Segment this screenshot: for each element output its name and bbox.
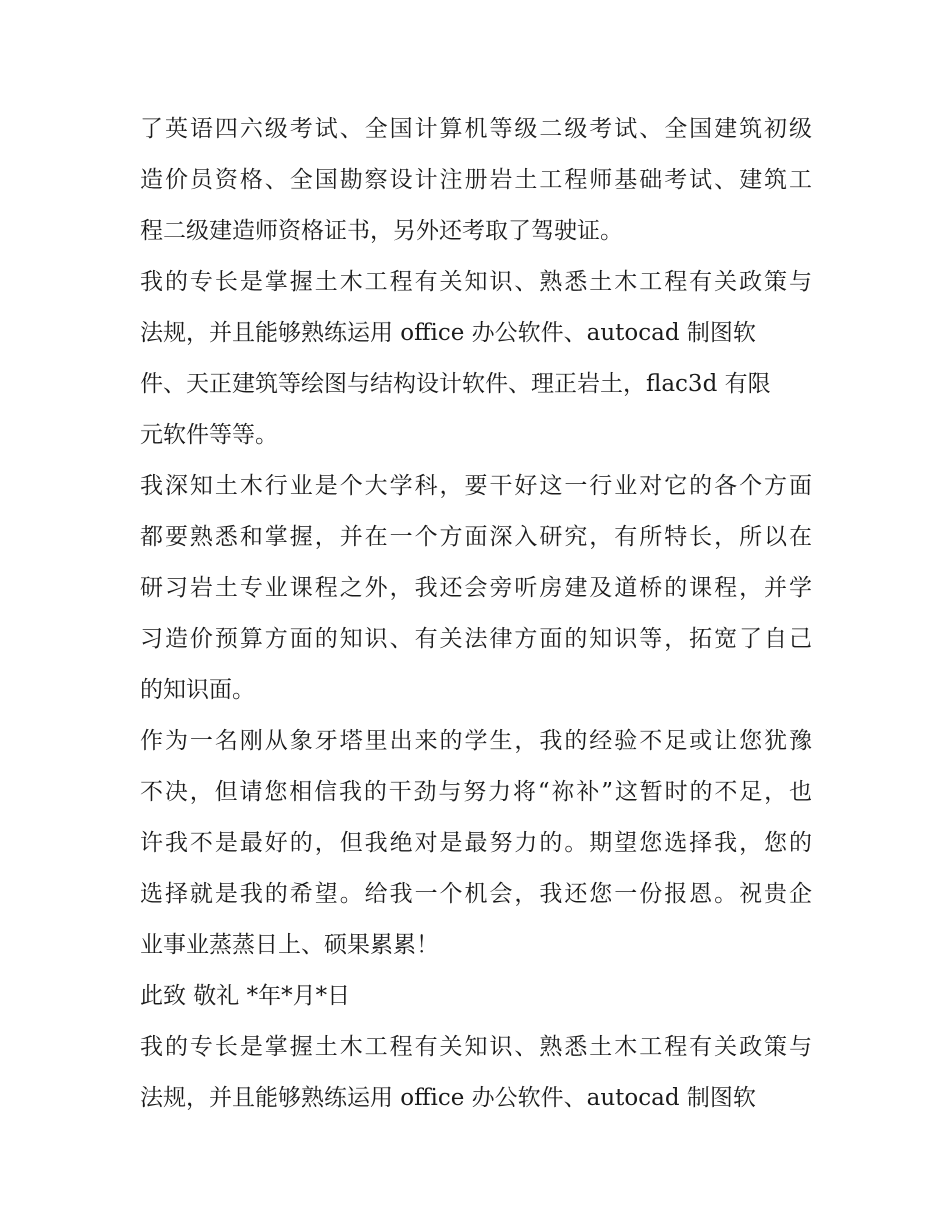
- text-line-13: 作为一名刚从象牙塔里出来的学生，我的经验不足或让您犹豫: [140, 728, 812, 754]
- text-line-12: 的知识面。: [140, 677, 255, 703]
- document-body: [140, 104, 812, 1124]
- text-line-14: 不决，但请您相信我的干劲与努力将“祢补”这暂时的不足，也: [140, 779, 812, 805]
- text-line-10: 研习岩土专业课程之外，我还会旁听房建及道桥的课程，并学: [140, 575, 812, 601]
- text-line-1: 了英语四六级考试、全国计算机等级二级考试、全国建筑初级: [140, 116, 812, 142]
- text-line-5: 法规，并且能够熟练运用 office 办公软件、autocad 制图软: [140, 320, 756, 346]
- text-line-6: 件、天正建筑等绘图与结构设计软件、理正岩土，flac3d 有限: [140, 371, 771, 397]
- text-line-3: 程二级建造师资格证书，另外还考取了驾驶证。: [140, 218, 623, 244]
- text-line-16: 选择就是我的希望。给我一个机会，我还您一份报恩。祝贵企: [140, 881, 812, 907]
- text-line-2: 造价员资格、全国勘察设计注册岩土工程师基础考试、建筑工: [140, 167, 812, 193]
- text-line-18: 此致 敬礼 *年*月*日: [140, 983, 351, 1009]
- text-line-15: 许我不是最好的，但我绝对是最努力的。期望您选择我，您的: [140, 830, 812, 856]
- text-line-17: 业事业蒸蒸日上、硕果累累！: [140, 932, 439, 958]
- text-line-11: 习造价预算方面的知识、有关法律方面的知识等，拓宽了自己: [140, 626, 812, 652]
- text-line-19: 我的专长是掌握土木工程有关知识、熟悉土木工程有关政策与: [140, 1034, 812, 1060]
- text-line-4: 我的专长是掌握土木工程有关知识、熟悉土木工程有关政策与: [140, 269, 812, 295]
- text-line-20: 法规，并且能够熟练运用 office 办公软件、autocad 制图软: [140, 1085, 756, 1111]
- text-line-7: 元软件等等。: [140, 422, 278, 448]
- text-line-8: 我深知土木行业是个大学科，要干好这一行业对它的各个方面: [140, 473, 812, 499]
- text-line-9: 都要熟悉和掌握，并在一个方面深入研究，有所特长，所以在: [140, 524, 812, 550]
